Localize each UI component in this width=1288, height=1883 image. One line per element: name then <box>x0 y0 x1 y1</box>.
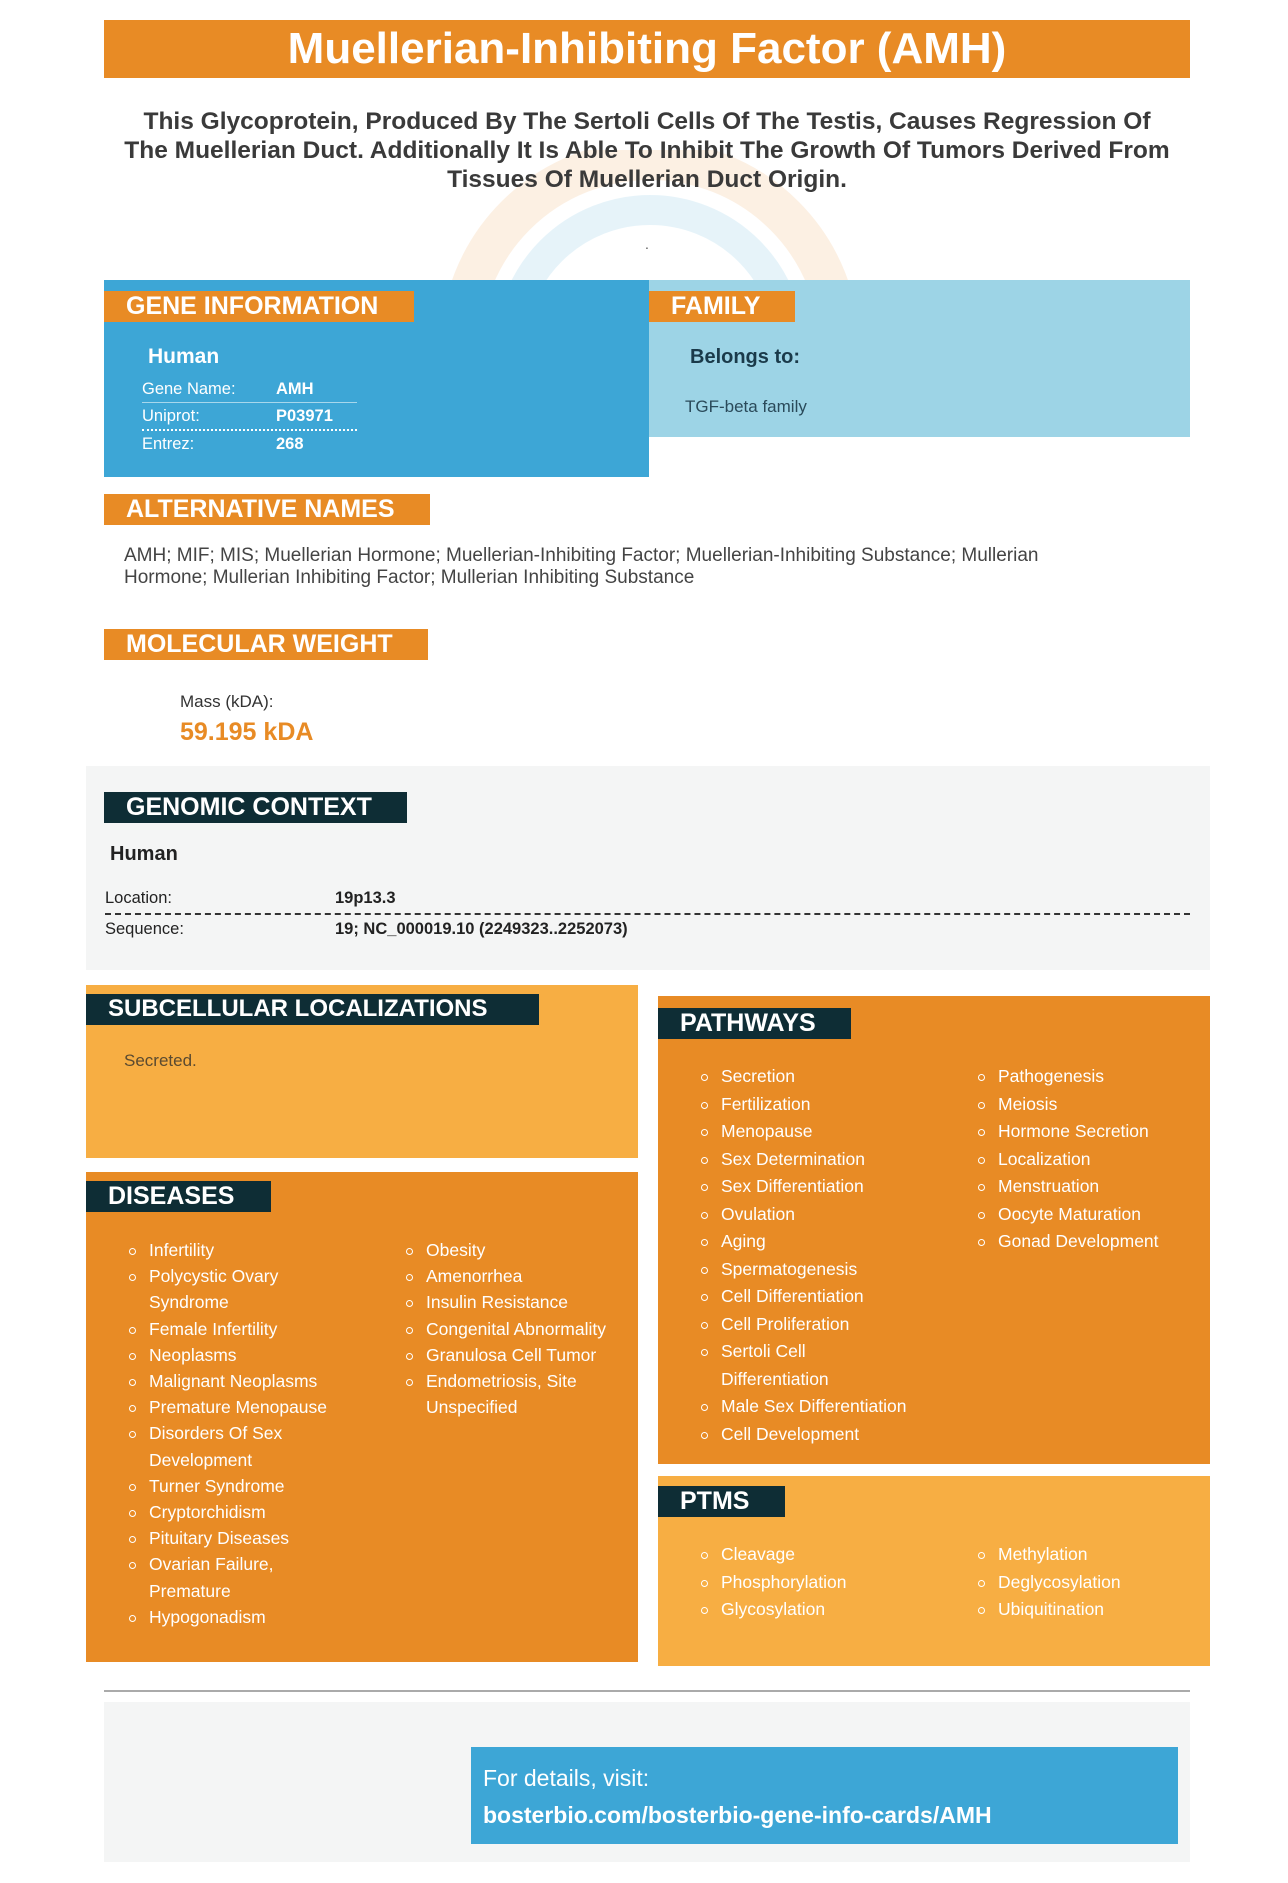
pathways-list-col1 <box>701 1063 916 1448</box>
uniprot-label: Uniprot: <box>142 407 200 425</box>
list-item: Amenorrhea <box>406 1263 626 1289</box>
list-item: Phosphorylation <box>701 1569 916 1597</box>
genomic-context-heading: GENOMIC CONTEXT <box>104 792 407 823</box>
list-item: Sex Differentiation <box>701 1173 916 1201</box>
gene-info-species: Human <box>148 345 220 368</box>
list-item: Insulin Resistance <box>406 1289 626 1315</box>
alternative-names-heading: ALTERNATIVE NAMES <box>104 494 430 525</box>
ptms-heading: PTMS <box>658 1486 785 1517</box>
details-label: For details, visit: <box>483 1765 650 1791</box>
pathways-list-col2 <box>978 1063 1193 1256</box>
family-heading: FAMILY <box>649 291 795 322</box>
sequence-value: 19; NC_000019.10 (2249323..2252073) <box>335 920 628 938</box>
family-value: TGF-beta family <box>685 397 807 416</box>
page-title: Muellerian-Inhibiting Factor (AMH) <box>104 20 1190 78</box>
list-item: Spermatogenesis <box>701 1256 916 1284</box>
list-item: Meiosis <box>978 1091 1193 1119</box>
alternative-names-text: AMH; MIF; MIS; Muellerian Hormone; Muellerian-Inhibiting Factor; Muellerian-Inhibiting Substance; Mullerian Hormone; Mullerian Inhibiting Factor; Mullerian Inhibiting Substance <box>124 545 1039 588</box>
list-item: Localization <box>978 1146 1193 1174</box>
pathways-heading: PATHWAYS <box>658 1008 851 1039</box>
ptms-list-col1 <box>701 1541 916 1624</box>
list-item: Ovulation <box>701 1201 916 1229</box>
location-label: Location: <box>105 889 172 907</box>
uniprot-value: P03971 <box>276 407 333 425</box>
list-item: Premature Menopause <box>129 1394 349 1420</box>
separator-dot: . <box>645 236 649 252</box>
entrez-label: Entrez: <box>142 435 195 453</box>
list-item: Polycystic Ovary Syndrome <box>129 1263 349 1315</box>
diseases-list-col2 <box>406 1237 626 1420</box>
list-item: Sex Determination <box>701 1146 916 1174</box>
list-item: Endometriosis, Site Unspecified <box>406 1368 626 1420</box>
genomic-species: Human <box>110 843 178 865</box>
gene-information-heading: GENE INFORMATION <box>104 291 414 322</box>
list-item: Pituitary Diseases <box>129 1525 349 1551</box>
sequence-label: Sequence: <box>105 920 184 938</box>
list-item: Turner Syndrome <box>129 1473 349 1499</box>
details-link-box[interactable] <box>471 1747 1178 1844</box>
list-item: Pathogenesis <box>978 1063 1193 1091</box>
protein-description: This Glycoprotein, Produced By The Sertoli Cells Of The Testis, Causes Regression Of The Muellerian Duct. Additionally It Is Able To Inhibit The Growth Of Tumors Derived From Tissues Of Muellerian Duct Origin. <box>124 108 1170 193</box>
gene-name-label: Gene Name: <box>142 380 236 398</box>
list-item: Infertility <box>129 1237 349 1263</box>
diseases-list-col1 <box>129 1237 349 1630</box>
list-item: Cell Differentiation <box>701 1283 916 1311</box>
list-item: Glycosylation <box>701 1596 916 1624</box>
list-item: Cleavage <box>701 1541 916 1569</box>
list-item: Neoplasms <box>129 1342 349 1368</box>
list-item: Menopause <box>701 1118 916 1146</box>
subcellular-value: Secreted. <box>124 1051 197 1070</box>
list-item: Hypogonadism <box>129 1604 349 1630</box>
list-item: Aging <box>701 1228 916 1256</box>
diseases-heading: DISEASES <box>86 1181 271 1212</box>
list-item: Cell Proliferation <box>701 1311 916 1339</box>
location-value: 19p13.3 <box>335 889 396 907</box>
list-item: Congenital Abnormality <box>406 1316 626 1342</box>
list-item: Methylation <box>978 1541 1193 1569</box>
list-item: Malignant Neoplasms <box>129 1368 349 1394</box>
list-item: Ubiquitination <box>978 1596 1193 1624</box>
list-item: Hormone Secretion <box>978 1118 1193 1146</box>
list-item: Cell Development <box>701 1421 916 1449</box>
details-url-link[interactable]: bosterbio.com/bosterbio-gene-info-cards/AMH <box>483 1802 992 1828</box>
list-item: Gonad Development <box>978 1228 1193 1256</box>
entrez-row <box>142 431 357 457</box>
list-item: Female Infertility <box>129 1316 349 1342</box>
molecular-weight-heading: MOLECULAR WEIGHT <box>104 629 428 660</box>
mass-value: 59.195 kDA <box>180 718 314 746</box>
entrez-value: 268 <box>276 435 304 453</box>
uniprot-row <box>142 403 357 431</box>
list-item: Male Sex Differentiation <box>701 1393 916 1421</box>
list-item: Deglycosylation <box>978 1569 1193 1597</box>
family-belongs-label: Belongs to: <box>690 346 800 368</box>
list-item: Cryptorchidism <box>129 1499 349 1525</box>
gene-name-row <box>142 376 357 403</box>
ptms-list-col2 <box>978 1541 1193 1624</box>
list-item: Sertoli Cell Differentiation <box>701 1338 861 1393</box>
list-item: Oocyte Maturation <box>978 1201 1193 1229</box>
location-row <box>105 884 1190 915</box>
subcellular-heading: SUBCELLULAR LOCALIZATIONS <box>86 994 539 1025</box>
list-item: Menstruation <box>978 1173 1193 1201</box>
list-item: Secretion <box>701 1063 916 1091</box>
footer-divider <box>104 1690 1190 1692</box>
mass-label: Mass (kDA): <box>180 692 274 711</box>
gene-name-value: AMH <box>276 380 314 398</box>
list-item: Disorders Of Sex Development <box>129 1420 349 1472</box>
list-item: Ovarian Failure, Premature <box>129 1551 349 1603</box>
list-item: Obesity <box>406 1237 626 1263</box>
list-item: Granulosa Cell Tumor <box>406 1342 626 1368</box>
list-item: Fertilization <box>701 1091 916 1119</box>
